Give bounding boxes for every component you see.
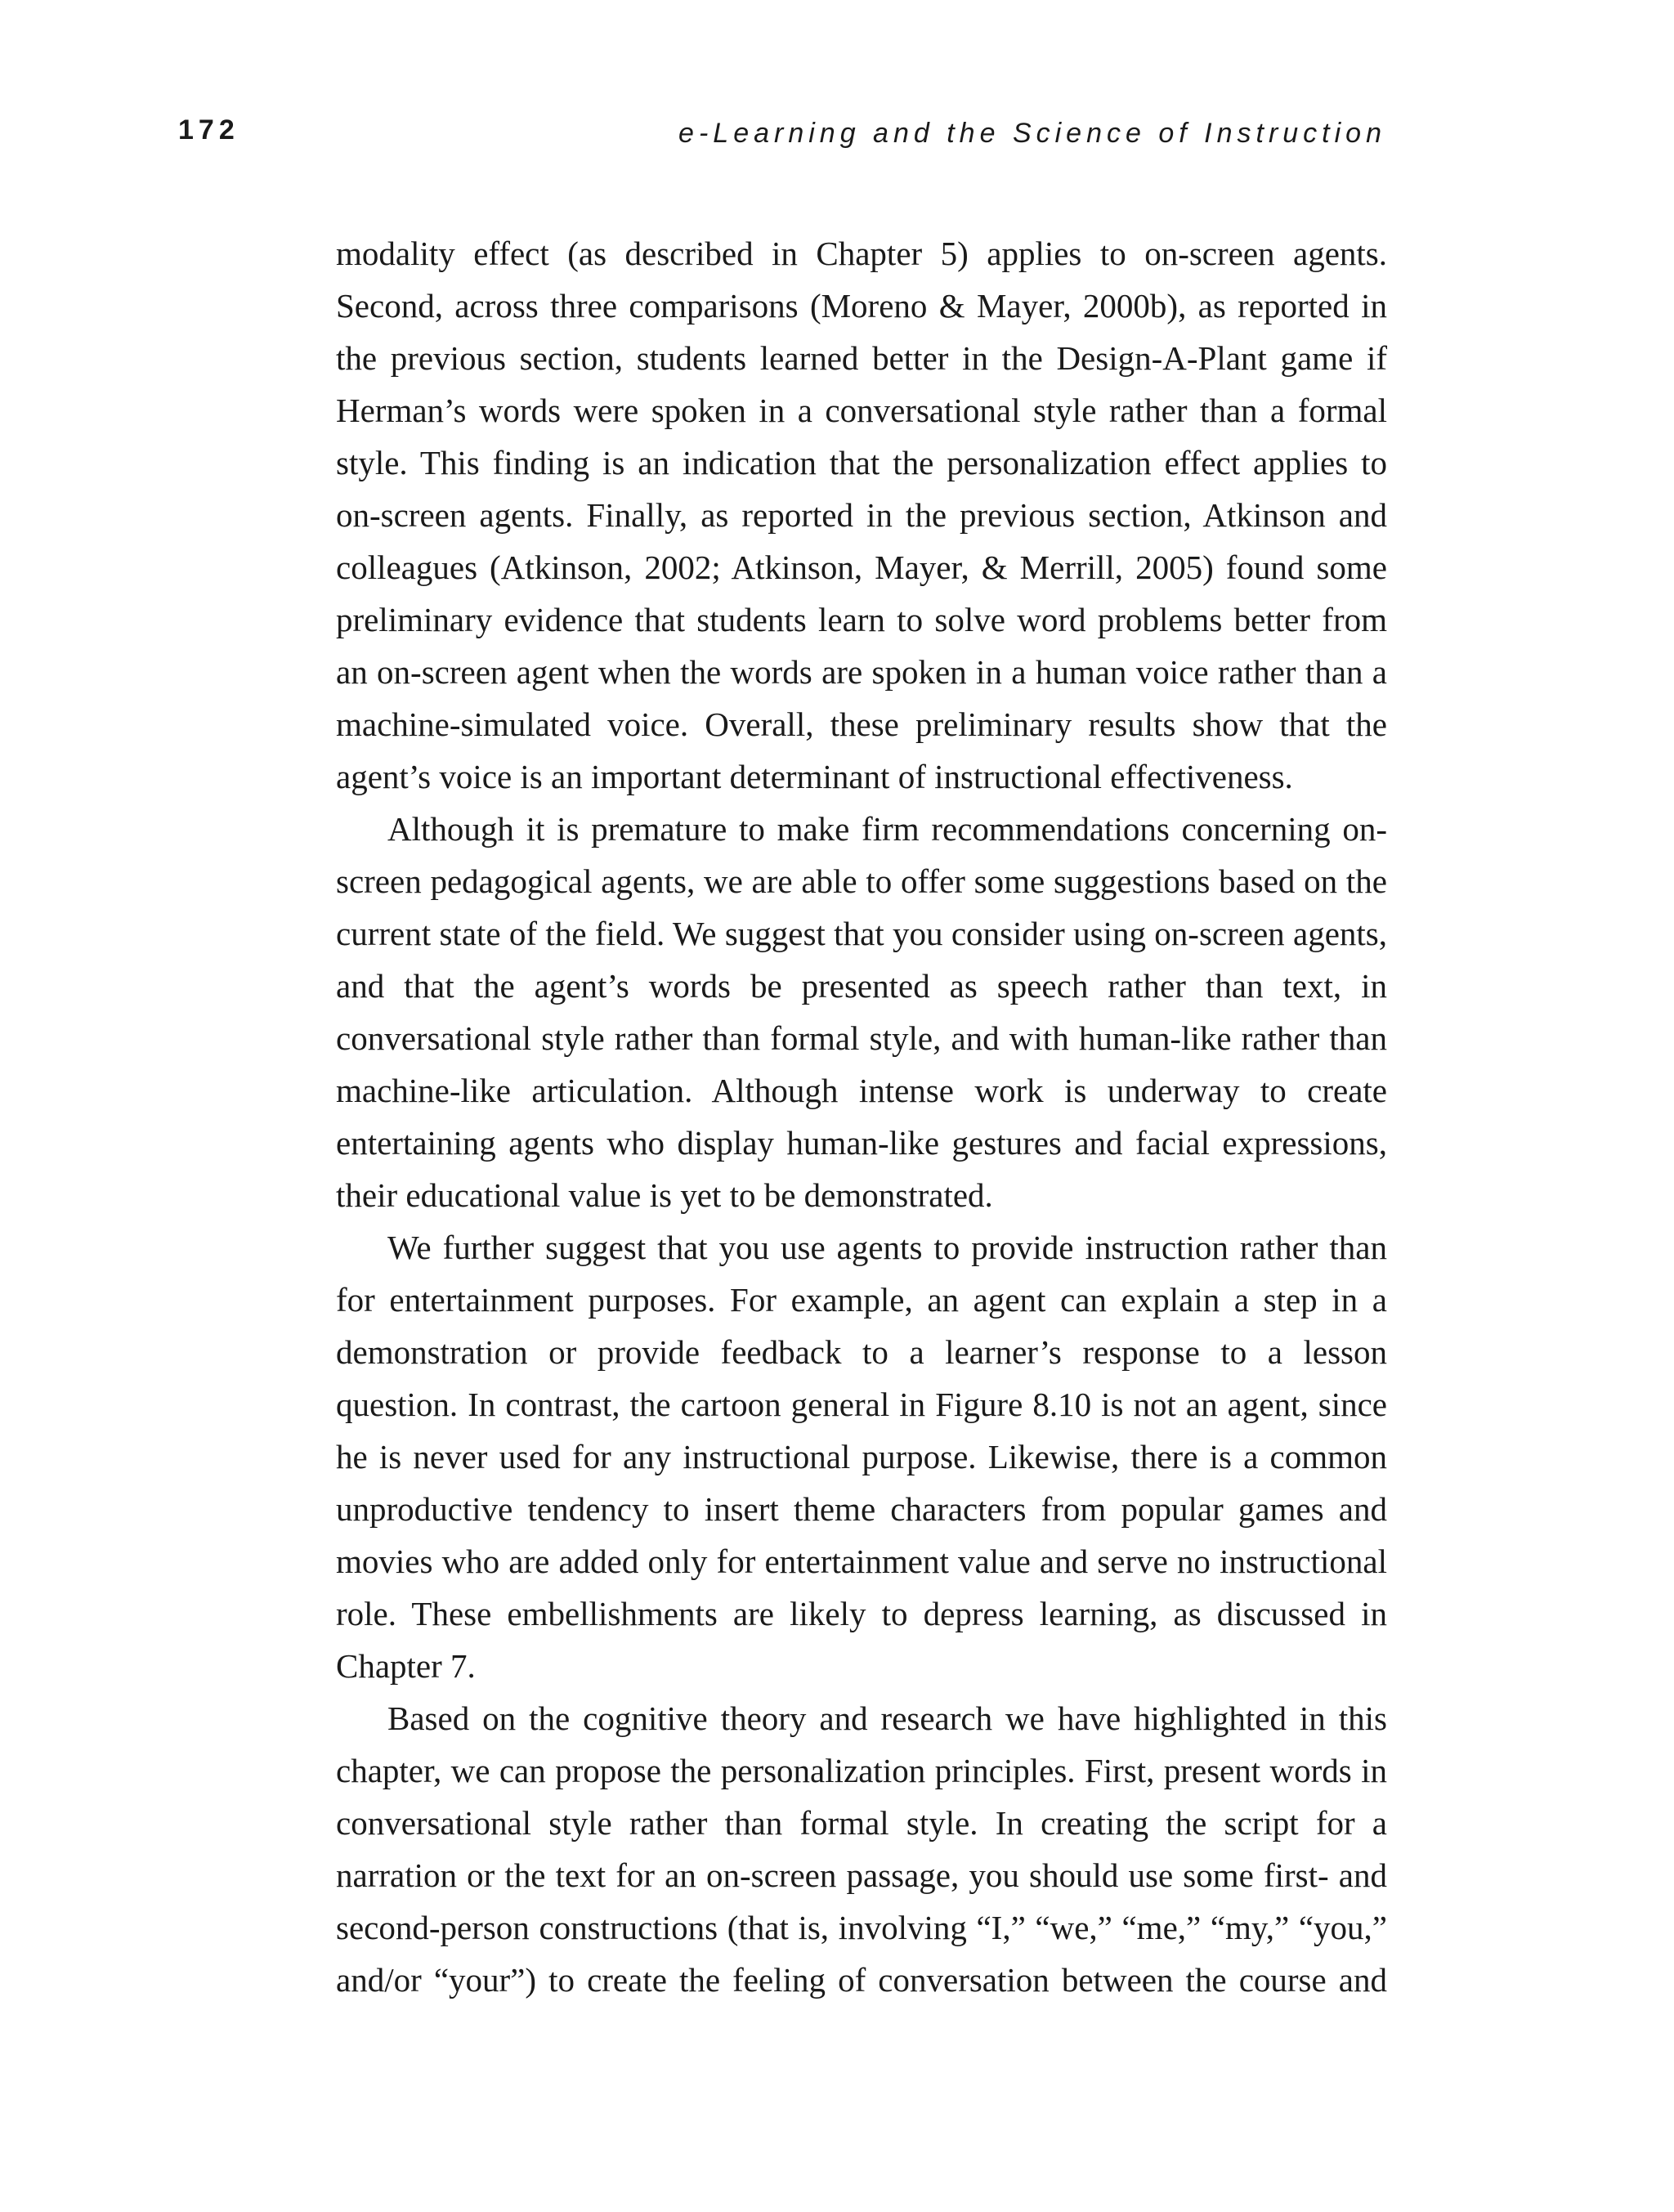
paragraph-2: Although it is premature to make firm recommendations concerning on-screen pedagogical agents, we are able to offer some suggestions based on the current state of the field. We suggest that you consider using on-screen agents, and that the agent’s words be presented as speech rather than text, in conversational style rather than formal style, and with human-like rather than machine-like articulation. Although intense work is underway to create entertaining agents who display human-like gestures and facial expressions, their educational value is yet to be demonstrated. [336,810,1387,1214]
paragraph-4: Based on the cognitive theory and research we have highlighted in this chapter, we can propose the personalization principles. First, present words in conversational style rather than formal style. In creating the script for a narration or the text for an on-screen passage, you should use some first- and second-person constructions (that is, involving “I,” “we,” “me,” “my,” “you,” and/or “your”) to create the feeling of conversation between the course and [336,1699,1387,1999]
body-text [336,227,1387,2006]
paragraph-1: modality effect (as described in Chapter 5) applies to on-screen agents. Second, across three comparisons (Moreno & Mayer, 2000b), as reported in the previous section, students learned better in the Design-A-Plant game if Herman’s words were spoken in a conversational style rather than a formal style. This finding is an indication that the personalization effect applies to on-screen agents. Finally, as reported in the previous section, Atkinson and colleagues (Atkinson, 2002; Atkinson, Mayer, & Merrill, 2005) found some preliminary evidence that students learn to solve word problems better from an on-screen agent when the words are spoken in a human voice rather than a machine-simulated voice. Overall, these preliminary results show that the agent’s voice is an important determinant of instructional effectiveness. [336,235,1387,795]
page-number: 172 [178,114,239,146]
running-head: e-Learning and the Science of Instruction [678,118,1386,149]
paragraph-3: We further suggest that you use agents to provide instruction rather than for entertainment purposes. For example, an agent can explain a step in a demonstration or provide feedback to a learner’s response to a lesson question. In contrast, the cartoon general in Figure 8.10 is not an agent, since he is never used for any instructional purpose. Likewise, there is a common unproductive tendency to insert theme characters from popular games and movies who are added only for entertainment value and serve no instructional role. These embellishments are likely to depress learning, as discussed in Chapter 7. [336,1229,1387,1685]
